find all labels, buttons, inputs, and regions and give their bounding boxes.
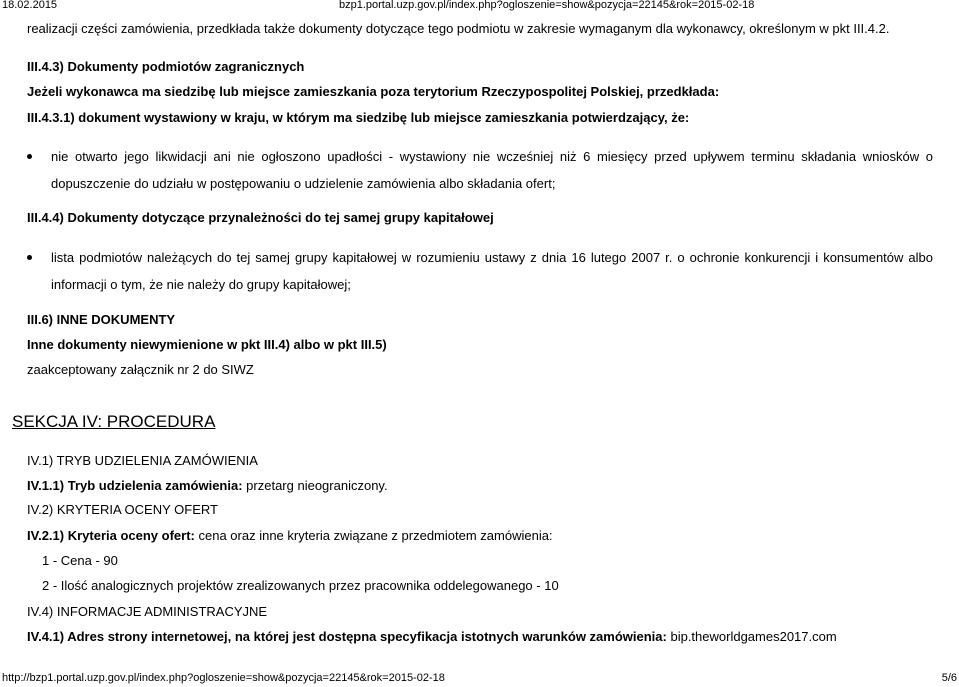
section-iv-4-1-value: bip.theworldgames2017.com <box>670 629 837 644</box>
section-iv-1-1-value: przetarg nieograniczony. <box>246 478 388 493</box>
section-iii-4-3-1-heading: III.4.3.1) dokument wystawiony w kraju, w którym ma siedzibę lub miejsce zamieszkania potwierdzający, że: <box>27 110 690 125</box>
section-iv-2-heading: IV.2) KRYTERIA OCENY OFERT <box>27 502 218 517</box>
bullet-icon <box>27 255 32 260</box>
section-iv-4-heading: IV.4) INFORMACJE ADMINISTRACYJNE <box>27 604 268 619</box>
section-iii-4-3-heading: III.4.3) Dokumenty podmiotów zagranicznych <box>27 59 305 74</box>
print-date: 18.02.2015 <box>2 0 58 11</box>
bullet-icon <box>27 154 32 159</box>
section-iv-2-1-label: IV.2.1) Kryteria oceny ofert: <box>27 528 195 543</box>
section-iii-4-4-bullet: lista podmiotów należących do tej samej grupy kapitałowej w rozumieniu ustawy z dnia 16 lutego 2007 r. o ochronie konkurencji i konsumentów albo informacji o tym, że nie należy do grupy kapitałowej; <box>51 250 933 292</box>
intro-line: realizacji części zamówienia, przedkłada także dokumenty dotyczące tego podmiotu w zakresie wymaganym dla wykonawcy, określonym w pkt III.4.2. <box>27 21 890 36</box>
section-iv-2-1-value: cena oraz inne kryteria związane z przedmiotem zamówienia: <box>198 528 553 543</box>
section-iv-1-heading: IV.1) TRYB UDZIELENIA ZAMÓWIENIA <box>27 453 258 468</box>
section-iv-2-1-line <box>27 528 553 544</box>
print-footer-url: http://bzp1.portal.uzp.gov.pl/index.php?ogloszenie=show&pozycja=22145&rok=2015-02-18 <box>2 672 445 684</box>
section-iii-4-3-1-bullet: nie otwarto jego likwidacji ani nie ogłoszono upadłości - wystawiony nie wcześniej niż 6 miesięcy przed upływem terminu składania wniosków o dopuszczenie do udziału w postępowaniu o udzielenie zamówienia albo składania ofert; <box>51 149 933 191</box>
section-iv-4-1-label: IV.4.1) Adres strony internetowej, na której jest dostępna specyfikacja istotnych warunków zamówienia: <box>27 629 667 644</box>
page-number: 5/6 <box>941 672 957 684</box>
criterion-item: 2 - Ilość analogicznych projektów zrealizowanych przez pracownika oddelegowanego - 10 <box>42 578 559 593</box>
section-iii-4-3-text: Jeżeli wykonawca ma siedzibę lub miejsce zamieszkania poza terytorium Rzeczypospolitej Polskiej, przedkłada: <box>27 84 720 99</box>
section-iv-1-1-label: IV.1.1) Tryb udzielenia zamówienia: <box>27 478 243 493</box>
section-iii-6-heading: III.6) INNE DOKUMENTY <box>27 312 176 327</box>
section-iii-4-4-heading: III.4.4) Dokumenty dotyczące przynależności do tej samej grupy kapitałowej <box>27 210 494 225</box>
section-iv-4-1-line <box>27 629 837 645</box>
print-header-url: bzp1.portal.uzp.gov.pl/index.php?ogloszenie=show&pozycja=22145&rok=2015-02-18 <box>339 0 755 11</box>
criterion-item: 1 - Cena - 90 <box>42 553 118 568</box>
section-iii-6-text: zaakceptowany załącznik nr 2 do SIWZ <box>27 362 254 377</box>
section-iv-1-1-line <box>27 478 388 494</box>
section-iv-title: SEKCJA IV: PROCEDURA <box>12 412 216 431</box>
section-iii-6-subheading: Inne dokumenty niewymienione w pkt III.4) albo w pkt III.5) <box>27 337 387 352</box>
